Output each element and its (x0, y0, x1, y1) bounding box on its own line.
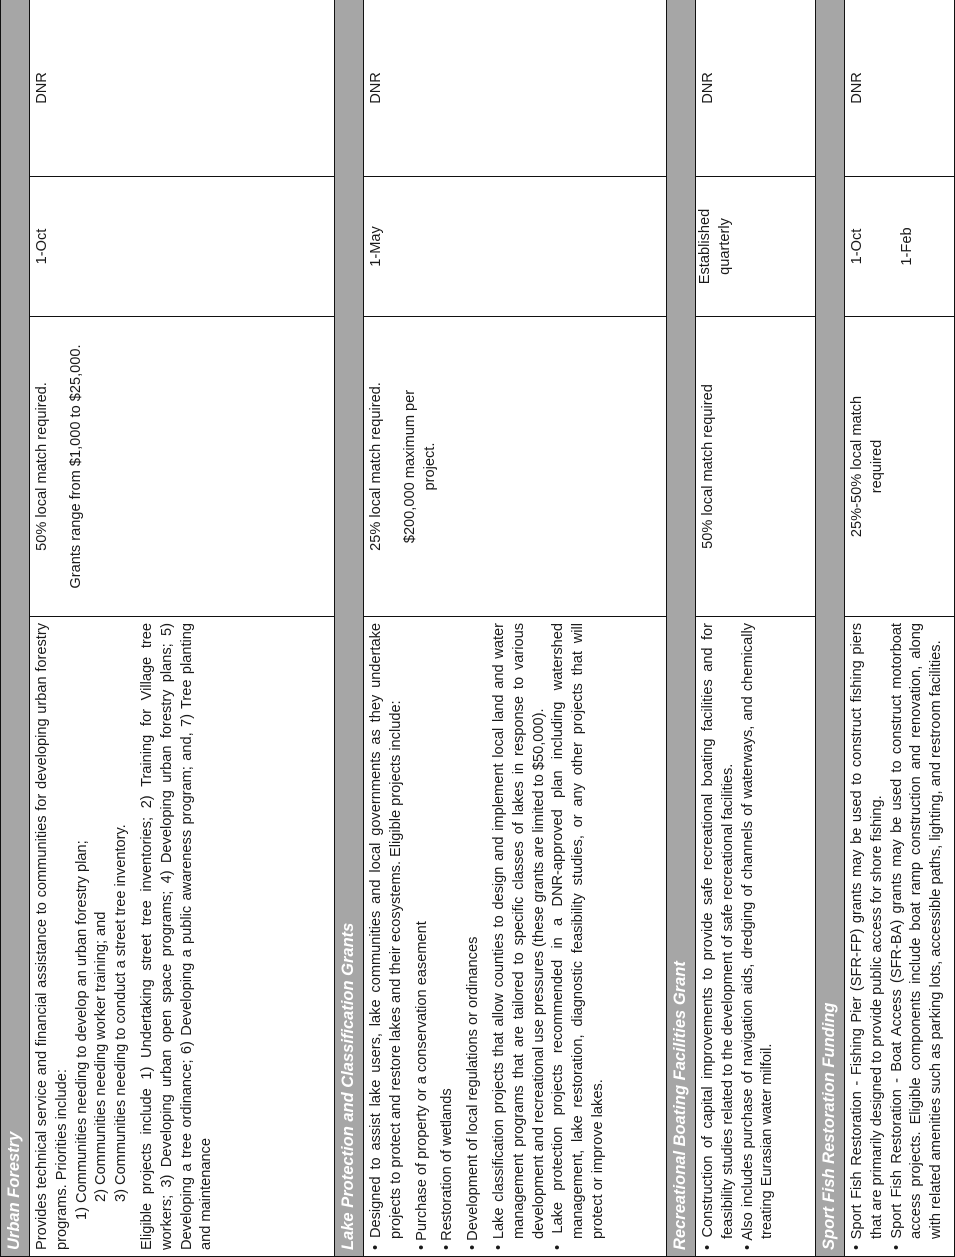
bullet-item: • Construction of capital improvements to provide safe recreational boating facilities and for feasibility studies related to the development of safe recreational facilities. (700, 623, 736, 1250)
agency-text: DNR (368, 72, 384, 104)
eligible-projects: Eligible projects include 1) Undertaking street tree inventories; 2) Training for Village tree workers; 3) Developing urban open space programs; 4) Developing urban forestry plans; 5) Developing a tree ordinance; 6) Developing a public awareness program; and, 7) Tree planting and maintenance (138, 623, 215, 1250)
deadline-cell (30, 177, 335, 317)
bullet-item: • Lake protection projects recommended in a DNR-approved plan including watershed management, lake restoration, diagnostic feasibility studies, or any other projects that will protect or improve lakes. (550, 623, 606, 1250)
bullet-item: • Sport Fish Restoration - Boat Access (SFR-BA) grants may be used to construct motorboat access projects. Eligible components include boat ramp construction and renovation, along with related amenities such as parking lots, accessible paths, lighting, and restroom facilities. (888, 623, 945, 1250)
description-intro: • Designed to assist lake users, lake communities and local governments as they undertake projects to protect and restore lakes and their ecosystems. Eligible projects include: (368, 623, 404, 1250)
priority-item: 1) Communities needing to develop an urban forestry plan; (73, 840, 90, 1220)
program-description (845, 617, 955, 1257)
agency-text: DNR (849, 72, 865, 104)
program-description (364, 617, 667, 1257)
deadline-cell (696, 177, 816, 317)
deadline-text: 1-May (368, 226, 384, 267)
deadline-cell (364, 177, 667, 317)
match-cell (696, 317, 816, 617)
bullet-item: • Purchase of property or a conservation easement (413, 921, 430, 1250)
match-text: 50% local match required. (34, 382, 50, 551)
deadline-text: Established quarterly (697, 208, 733, 285)
agency-cell (845, 0, 955, 177)
program-row-lake-protection (364, 0, 667, 1257)
section-title: Recreational Boating Facilities Grant (667, 0, 696, 1257)
section-title: Sport Fish Restoration Funding (816, 0, 845, 1257)
match-cell (364, 317, 667, 617)
bullet-item: • Development of local regulations or ordinances (465, 936, 482, 1250)
match-text: 25% local match required. (368, 382, 384, 551)
deadline-cell (845, 177, 955, 317)
description-intro: Provides technical service and financial assistance to communities for developing urban forestry programs. Priorities include: (34, 623, 70, 1250)
agency-text: DNR (34, 72, 50, 104)
section-title: Lake Protection and Classification Grants (335, 0, 364, 1257)
bullet-item: • Also includes purchase of navigation aids, dredging of channels of waterways, and chemically treating Eurasian water milfoil. (739, 623, 776, 1250)
match-text: $200,000 maximum per project. (401, 389, 438, 544)
match-text: 25%-50% local match required (849, 395, 885, 538)
match-text: Grants range from $1,000 to $25,000. (67, 344, 84, 589)
bullet-item: • Sport Fish Restoration - Fishing Pier (SFR-FP) grants may be used to construct fishing piers that are primarily designed to provide public access for shore fishing. (849, 623, 885, 1250)
match-text: 50% local match required (700, 384, 716, 549)
program-description (30, 617, 335, 1257)
priority-item: 2) Communities needing worker training; and (93, 911, 110, 1202)
section-title: Urban Forestry (1, 0, 30, 1257)
match-cell (30, 317, 335, 617)
match-cell (845, 317, 955, 617)
deadline-text: 1-Feb (898, 227, 915, 266)
program-row-urban-forestry (30, 0, 335, 1257)
section-header-urban-forestry (1, 0, 30, 1257)
program-description (696, 617, 816, 1257)
bullet-item: • Lake classification projects that allow counties to design and implement local land and water management programs that are tailored to specific classes of lakes in response to various development and recreational use pressures (these grants are limited to $50,000). (490, 623, 547, 1250)
deadline-text: 1-Oct (34, 228, 50, 265)
section-header-recreational-boating (667, 0, 696, 1257)
agency-cell (30, 0, 335, 177)
priority-item: 3) Communities needing to conduct a street tree inventory. (113, 824, 130, 1202)
program-row-recreational-boating (696, 0, 816, 1257)
deadline-text: 1-Oct (849, 228, 865, 265)
bullet-item: • Restoration of wetlands (439, 1088, 456, 1250)
agency-text: DNR (700, 72, 716, 104)
agency-cell (364, 0, 667, 177)
program-row-sport-fish (845, 0, 955, 1257)
section-header-sport-fish (816, 0, 845, 1257)
section-header-lake-protection (335, 0, 364, 1257)
agency-cell (696, 0, 816, 177)
